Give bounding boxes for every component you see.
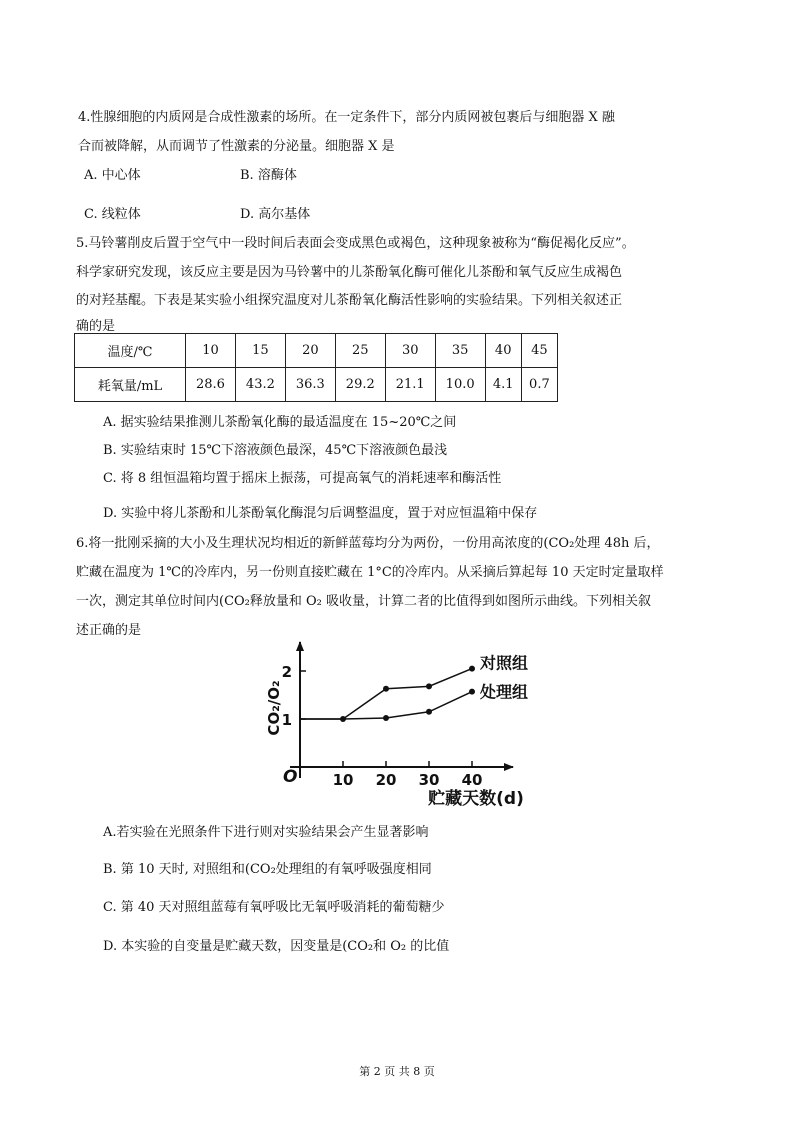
q6-stem-line4: 述正确的是	[76, 623, 142, 638]
table-cell: 15	[235, 334, 285, 368]
data-point	[340, 716, 346, 722]
table-cell: 4.1	[485, 368, 521, 402]
q6-option-a: A.若实验在光照条件下进行则对实验结果会产生显著影响	[103, 825, 429, 840]
q4-option-c: C. 线粒体	[84, 207, 141, 222]
temperature-oxygen-table	[74, 333, 558, 402]
table-header-temperature: 温度/℃	[75, 334, 186, 368]
data-point	[383, 715, 389, 721]
x-tick-label: 30	[418, 771, 440, 789]
y-axis-label: CO₂/O₂	[265, 680, 283, 736]
q6-option-c: C. 第 40 天对照组蓝莓有氧呼吸比无氧呼吸消耗的葡萄糖少	[103, 900, 445, 915]
q5-option-c: C. 将 8 组恒温箱均置于摇床上振荡，可提高氧气的消耗速率和酶活性	[103, 471, 502, 486]
data-point	[426, 709, 432, 715]
table-header-oxygen: 耗氧量/mL	[75, 368, 186, 402]
y-tick-label: 1	[281, 711, 292, 729]
table-cell: 40	[485, 334, 521, 368]
data-point	[469, 666, 475, 672]
q5-option-d: D. 实验中将儿茶酚和儿茶酚氧化酶混匀后调整温度，置于对应恒温箱中保存	[103, 506, 538, 521]
table-row	[75, 368, 558, 402]
table-cell: 10	[186, 334, 236, 368]
q6-stem-line3: 一次，测定其单位时间内(CO₂释放量和 O₂ 吸收量，计算二者的比值得到如图所示曲线。下列相关叙	[76, 594, 652, 609]
table-cell: 25	[335, 334, 385, 368]
q4-option-a: A. 中心体	[84, 168, 141, 183]
series-label-0: 对照组	[480, 653, 529, 673]
q6-option-d: D. 本实验的自变量是贮藏天数，因变量是(CO₂和 O₂ 的比值	[103, 939, 450, 954]
table-cell: 28.6	[186, 368, 236, 402]
x-axis-label: 贮藏天数(d)	[428, 789, 524, 809]
table-cell: 30	[385, 334, 435, 368]
x-tick-label: 20	[375, 771, 397, 789]
origin-label: O	[283, 767, 298, 787]
y-tick-label: 2	[281, 663, 292, 681]
series-line-0	[300, 669, 472, 719]
q4-option-b: B. 溶酶体	[240, 168, 297, 183]
series-line-1	[300, 692, 472, 719]
q5-stem-line4: 确的是	[76, 319, 116, 334]
q6-stem-line2: 贮藏在温度为 1℃的冷库内，另一份则直接贮藏在 1°C的冷库内。从采摘后算起每 10 天定时定量取样	[76, 565, 664, 580]
table-cell: 35	[435, 334, 485, 368]
data-point	[469, 689, 475, 695]
x-tick-label: 10	[332, 771, 354, 789]
table-cell: 43.2	[235, 368, 285, 402]
q6-stem-line1: 6.将一批刚采摘的大小及生理状况均相近的新鲜蓝莓均分为两份，一份用高浓度的(CO₂处理 48h 后，	[76, 536, 660, 551]
table-cell: 45	[521, 334, 557, 368]
x-tick-label: 40	[461, 771, 483, 789]
q5-option-a: A. 据实验结果推测儿茶酚氧化酶的最适温度在 15~20℃之间	[103, 415, 457, 430]
table-cell: 29.2	[335, 368, 385, 402]
q5-stem-line2: 科学家研究发现，该反应主要是因为马铃薯中的儿茶酚氧化酶可催化儿茶酚和氧气反应生成褐色	[76, 265, 623, 280]
series-label-1: 处理组	[480, 682, 529, 702]
table-cell: 21.1	[385, 368, 435, 402]
page-footer: 第 2 页 共 8 页	[359, 1065, 435, 1078]
q4-stem-line1: 4.性腺细胞的内质网是合成性激素的场所。在一定条件下，部分内质网被包裹后与细胞器 X 融	[78, 110, 615, 125]
q5-stem-line1: 5.马铃薯削皮后置于空气中一段时间后表面会变成黑色或褐色，这种现象被称为“酶促褐化反应”。	[76, 236, 635, 251]
data-point	[426, 683, 432, 689]
table-cell: 36.3	[285, 368, 335, 402]
table-cell: 10.0	[435, 368, 485, 402]
table-cell: 20	[285, 334, 335, 368]
q4-stem-line2: 合而被降解，从而调节了性激素的分泌量。细胞器 X 是	[78, 139, 395, 154]
data-point	[383, 686, 389, 692]
table-row	[75, 334, 558, 368]
table-cell: 0.7	[521, 368, 557, 402]
q5-option-b: B. 实验结束时 15℃下溶液颜色最深，45℃下溶液颜色最浅	[103, 443, 448, 458]
q6-option-b: B. 第 10 天时, 对照组和(CO₂处理组的有氧呼吸强度相同	[103, 862, 432, 877]
q4-option-d: D. 高尔基体	[240, 207, 311, 222]
q5-stem-line3: 的对羟基醌。下表是某实验小组探究温度对儿茶酚氧化酶活性影响的实验结果。下列相关叙述正	[76, 293, 623, 308]
